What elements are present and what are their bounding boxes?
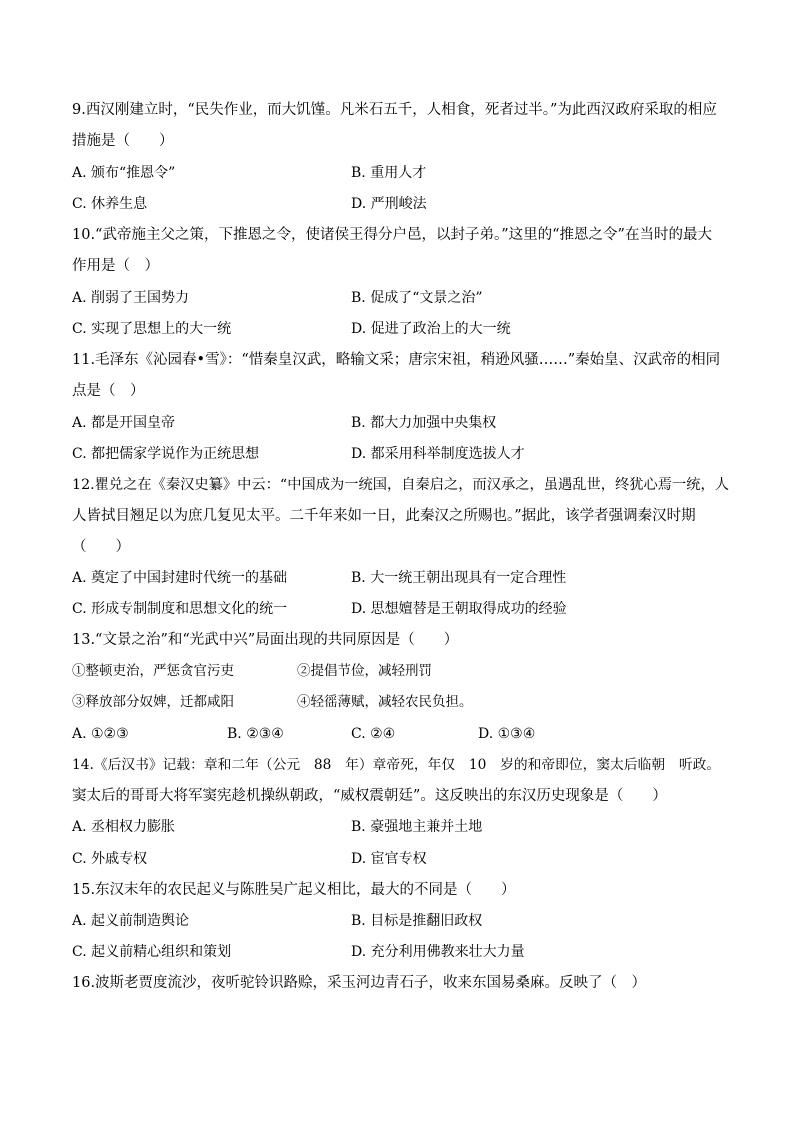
- question-12-stem-line-2: 人皆拭目翘足以为庶几复见太平。二千年来如一日，此秦汉之所赐也。”据此，该学者强调秦汉时期: [72, 508, 696, 524]
- question-9-option-b[interactable]: B. 重用人才: [351, 165, 427, 181]
- question-10-stem-line-2: 作用是（ ）: [72, 258, 159, 274]
- question-15-option-a[interactable]: A. 起义前制造舆论: [72, 913, 190, 929]
- question-13-statement-1: ①整顿吏治，严惩贪官污吏: [72, 663, 234, 679]
- question-13-statement-3: ③释放部分奴婢，迁都咸阳: [72, 694, 234, 710]
- question-12-stem-line-3: （ ）: [72, 539, 130, 555]
- question-13-option-c[interactable]: C. ②④: [351, 726, 396, 742]
- question-9-option-c[interactable]: C. 休养生息: [72, 196, 148, 212]
- question-11-option-d[interactable]: D. 都采用科举制度选拔人才: [351, 446, 525, 462]
- question-15-option-d[interactable]: D. 充分利用佛教来壮大力量: [351, 944, 525, 960]
- question-14-stem-line-2: 窦太后的哥哥大将军窦宪趁机操纵朝政，“威权震朝廷”。这反映出的东汉历史现象是（ ）: [72, 788, 667, 804]
- question-12-option-c[interactable]: C. 形成专制制度和思想文化的统一: [72, 601, 288, 617]
- question-9-option-d[interactable]: D. 严刑峻法: [351, 196, 427, 212]
- question-13-stem-line-1: 13.“文景之治”和“光武中兴”局面出现的共同原因是（ ）: [72, 632, 459, 648]
- question-9-stem-line-1: 9.西汉刚建立时，“民失作业，而大饥馑。凡米石五千，人相食，死者过半。”为此西汉政府采取的相应: [72, 102, 717, 118]
- question-14-option-a[interactable]: A. 丞相权力膨胀: [72, 819, 176, 835]
- question-14-option-d[interactable]: D. 宦官专权: [351, 851, 427, 867]
- question-13-statement-2: ②提倡节俭，减轻刑罚: [297, 663, 432, 679]
- question-12-option-d[interactable]: D. 思想嬗替是王朝取得成功的经验: [351, 601, 567, 617]
- question-9-option-a[interactable]: A. 颁布“推恩令”: [72, 165, 176, 181]
- question-12-option-b[interactable]: B. 大一统王朝出现具有一定合理性: [351, 570, 567, 586]
- question-11-option-c[interactable]: C. 都把儒家学说作为正统思想: [72, 446, 260, 462]
- question-16-stem-line-1: 16.波斯老贾度流沙，夜听驼铃识路赊，采玉河边青石子，收来东国易桑麻。反映了（ ）: [72, 975, 647, 991]
- question-14-option-b[interactable]: B. 豪强地主兼并土地: [351, 819, 483, 835]
- question-11-stem-line-1: 11.毛泽东《沁园春•雪》：“惜秦皇汉武，略输文采；唐宗宋祖，稍逊风骚……”秦始皇、汉武帝的相同: [72, 352, 721, 368]
- question-15-option-b[interactable]: B. 目标是推翻旧政权: [351, 913, 483, 929]
- question-15-stem-line-1: 15.东汉末年的农民起义与陈胜吴广起义相比，最大的不同是（ ）: [72, 882, 516, 898]
- question-10-option-b[interactable]: B. 促成了“文景之治”: [351, 290, 483, 306]
- question-10-option-d[interactable]: D. 促进了政治上的大一统: [351, 321, 511, 337]
- question-10-stem-line-1: 10.“武帝施主父之策，下推恩之令，使诸侯王得分户邑，以封子弟。”这里的“推恩之令”在当时的最大: [72, 227, 712, 243]
- question-13-option-b[interactable]: B. ②③④: [227, 726, 284, 742]
- question-14-option-c[interactable]: C. 外戚专权: [72, 851, 148, 867]
- question-15-option-c[interactable]: C. 起义前精心组织和策划: [72, 944, 232, 960]
- question-10-option-c[interactable]: C. 实现了思想上的大一统: [72, 321, 232, 337]
- question-12-option-a[interactable]: A. 奠定了中国封建时代统一的基础: [72, 570, 288, 586]
- question-11-option-a[interactable]: A. 都是开国皇帝: [72, 415, 176, 431]
- question-13-option-d[interactable]: D. ①③④: [478, 726, 536, 742]
- question-13-option-a[interactable]: A. ①②③: [72, 726, 129, 742]
- question-10-option-a[interactable]: A. 削弱了王国势力: [72, 290, 190, 306]
- question-11-stem-line-2: 点是（ ）: [72, 383, 145, 399]
- question-9-stem-line-2: 措施是（ ）: [72, 133, 174, 149]
- question-11-option-b[interactable]: B. 都大力加强中央集权: [351, 415, 497, 431]
- question-12-stem-line-1: 12.瞿兑之在《秦汉史纂》中云：“中国成为一统国，自秦启之，而汉承之，虽遇乱世，终犹心焉一统，人: [72, 477, 729, 493]
- question-14-stem-line-1: 14.《后汉书》记载：章和二年（公元 88 年）章帝死，年仅 10 岁的和帝即位，窦太后临朝 听政。: [72, 757, 721, 773]
- question-13-statement-4: ④轻徭薄赋，减轻农民负担。: [297, 694, 473, 710]
